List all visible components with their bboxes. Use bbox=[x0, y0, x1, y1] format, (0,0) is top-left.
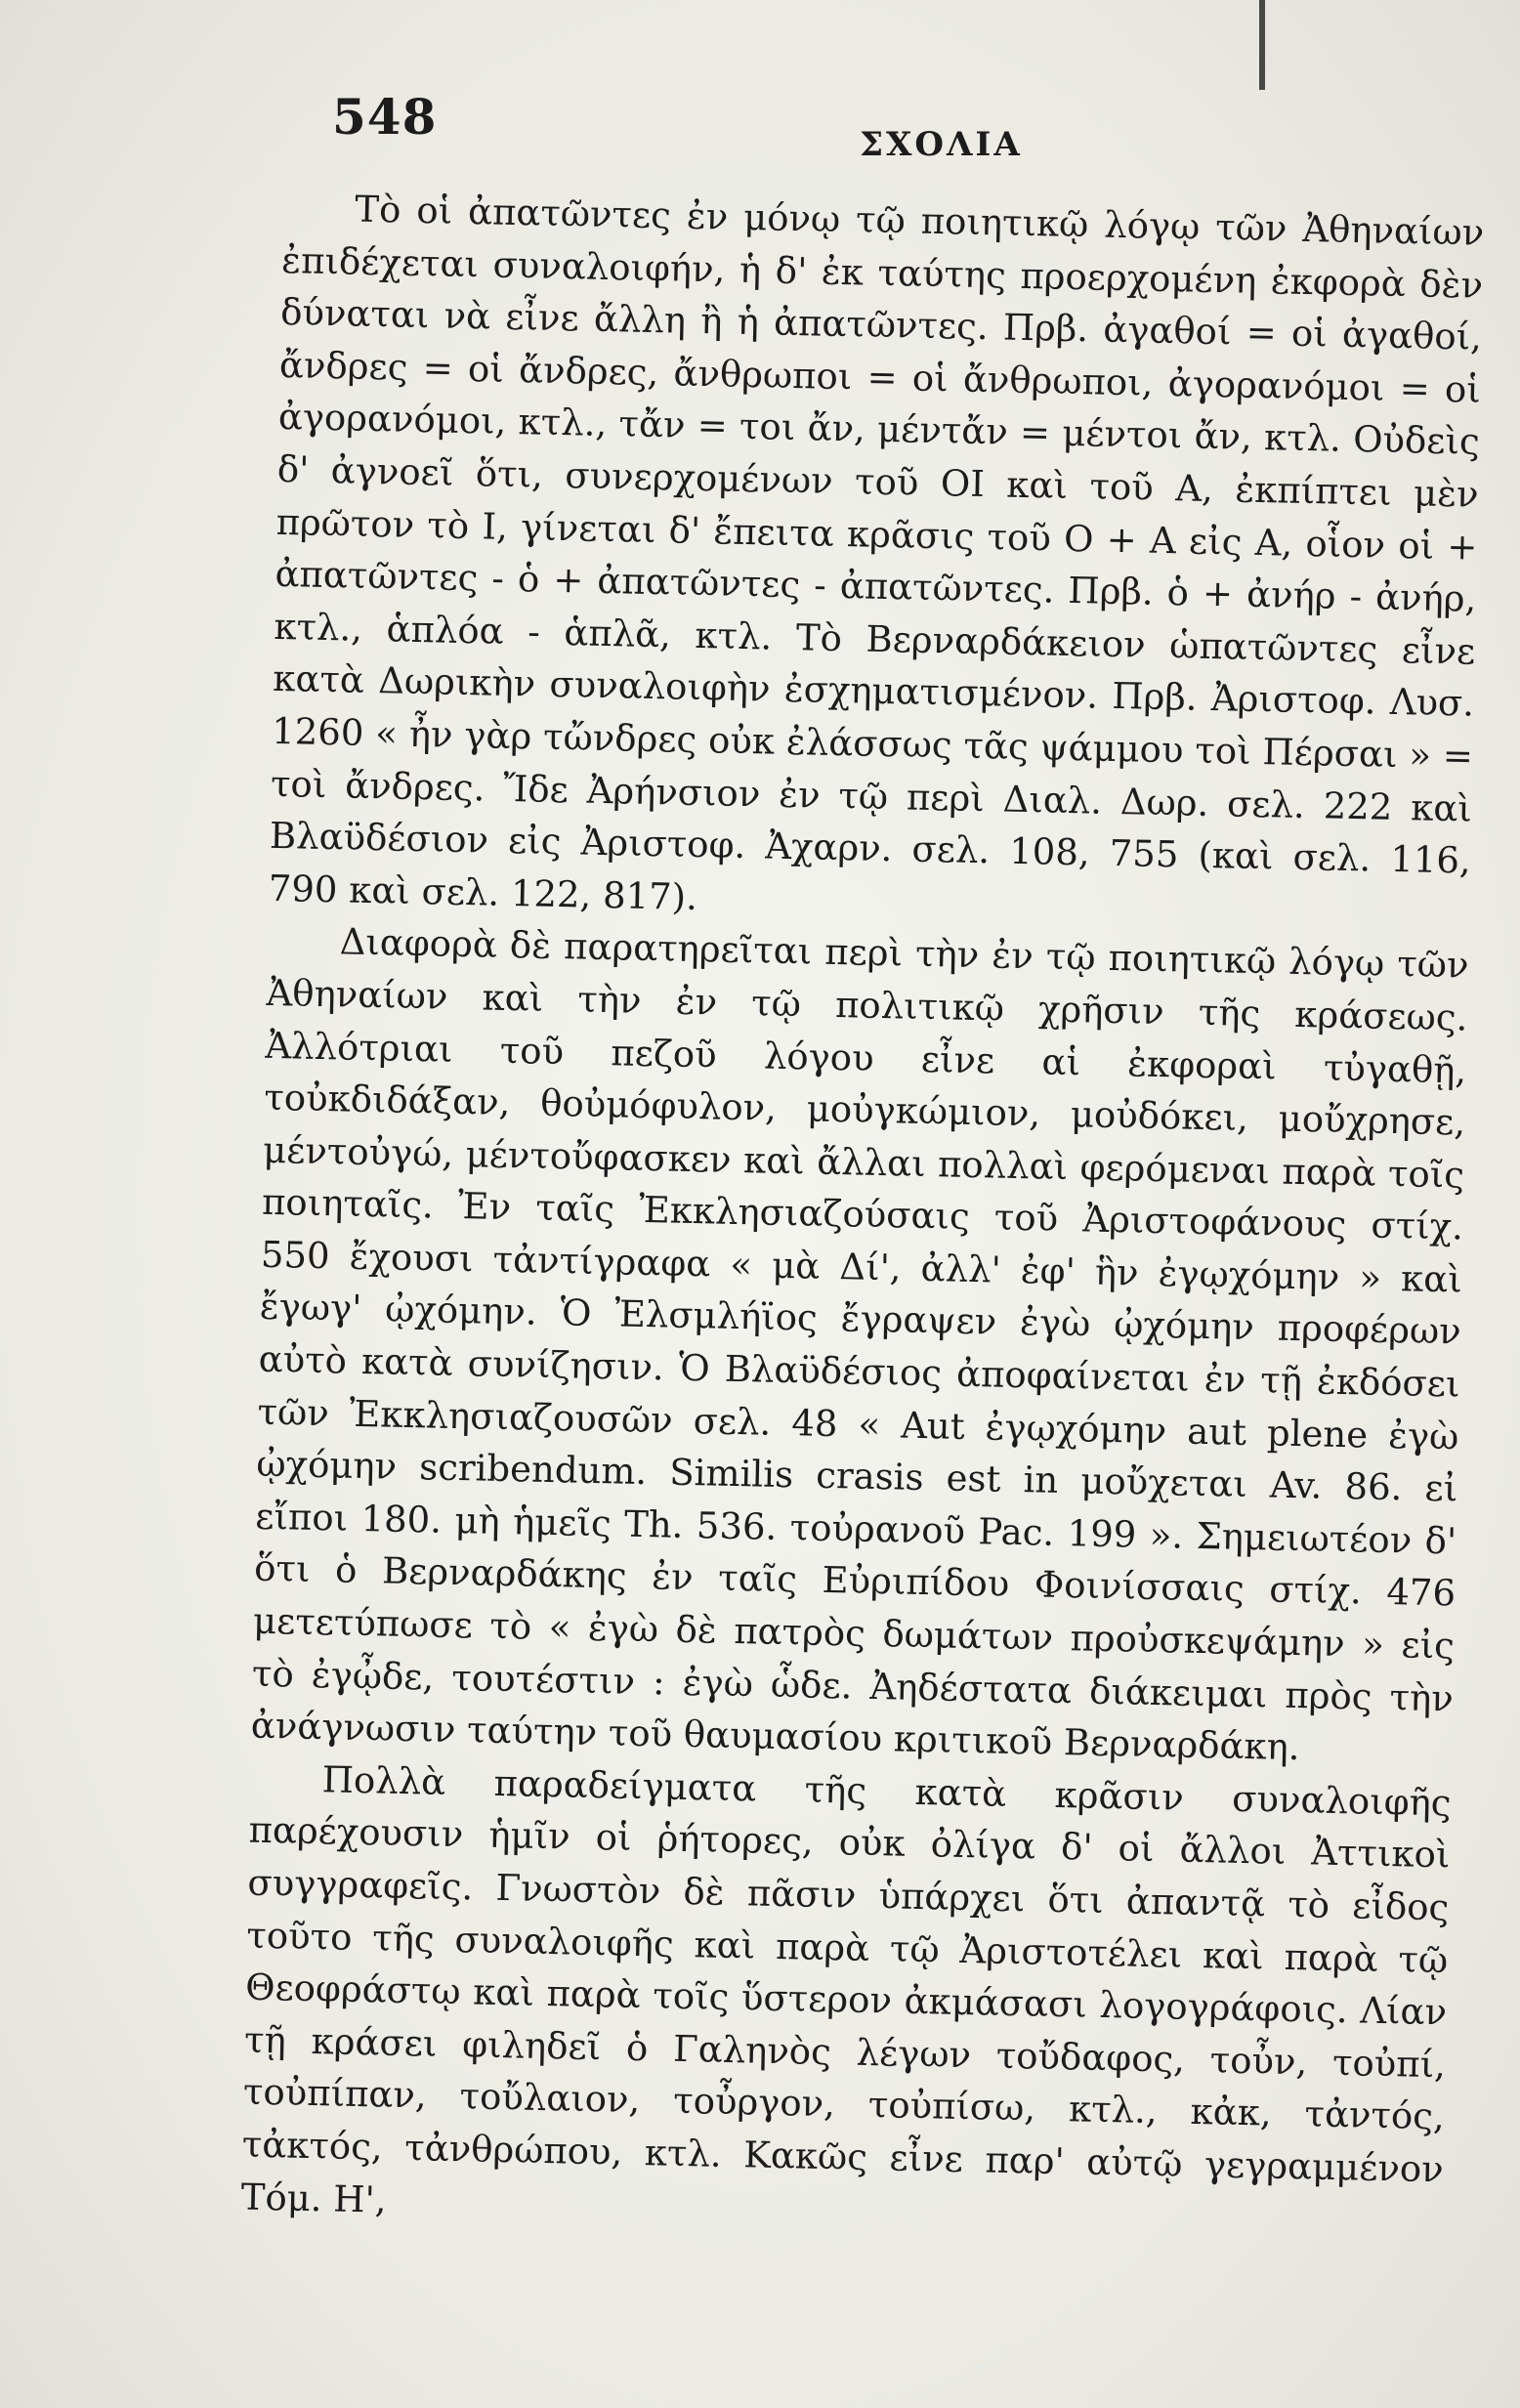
body-text bbox=[240, 182, 1485, 2248]
paragraph-3: Πολλὰ παραδείγματα τῆς κατὰ κρᾶσιν συναλοιφῆς παρέχουσιν ἡμῖν οἱ ῥήτορες, οὐκ ὀλίγα δ' οἱ ἄλλοι Ἀττικοὶ συγγραφεῖς. Γνωστὸν δὲ πᾶσιν ὑπάρχει ὅτι ἀπαντᾷ τὸ εἶδος τοῦτο τῆς συναλοιφῆς καὶ παρὰ τῷ Ἀριστοτέλει καὶ παρὰ τῷ Θεοφράστῳ καὶ παρὰ τοῖς ὕστερον ἀκμάσασι λογογράφοις. Λίαν τῇ κράσει φιληδεῖ ὁ Γαληνὸς λέγων τοὔδαφος, τοὖν, τοὐπί, τοὐπίπαν, τοὔλαιον, τοὖργον, τοὐπίσω, κτλ., κἀκ, τἀντός, τἀκτός, τἀνθρώπου, κτλ. Κακῶς εἶνε παρ' αὐτῷ γεγραμμένον Τόμ. Η', bbox=[240, 1758, 1452, 2221]
paragraph-2: Διαφορὰ δὲ παρατηρεῖται περὶ τὴν ἐν τῷ ποιητικῷ λόγῳ τῶν Ἀθηναίων καὶ τὴν ἐν τῷ πολιτικῷ χρῆσιν τῆς κράσεως. Ἀλλότριαι τοῦ πεζοῦ λόγου εἶνε αἱ ἐκφοραὶ τὐγαθῇ, τοὐκδιδάξαν, θοὐμόφυλον, μοὐγκώμιον, μοὐδόκει, μοὔχρησε, μέντοὐγώ, μέντοὔφασκεν καὶ ἄλλαι πολλαὶ φερόμεναι παρὰ τοῖς ποιηταῖς. Ἐν ταῖς Ἐκκλησιαζούσαις τοῦ Ἀριστοφάνους στίχ. 550 ἔχουσι τἀντίγραφα « μὰ Δί', ἀλλ' ἐφ' ἣν ἐγῳχόμην » καὶ ἔγωγ' ᾠχόμην. Ὁ Ἐλσμλήϊος ἔγραψεν ἐγὼ ᾠχόμην προφέρων αὐτὸ κατὰ συνίζησιν. Ὁ Βλαϋδέσιος ἀποφαίνεται ἐν τῇ ἐκδόσει τῶν Ἐκκλησιαζουσῶν σελ. 48 « Aut ἐγῳχόμην aut plene ἐγὼ ᾠχόμην scribendum. Similis crasis est in μοὔχεται Av. 86. εἰ εἴποι 180. μὴ ἡμεῖς Th. 536. τοὐρανοῦ Pac. 199 ». Σημειωτέον δ' ὅτι ὁ Βερναρδάκης ἐν ταῖς Εὐριπίδου Φοινίσσαις στίχ. 476 μετετύπωσε τὸ « ἐγὼ δὲ πατρὸς δωμάτων προὐσκεψάμην » εἰς τὸ ἐγᾦδε, τουτέστιν : ἐγὼ ὧδε. Ἀηδέστατα διάκειμαι πρὸς τὴν ἀνάγνωσιν ταύτην τοῦ θαυμασίου κριτικοῦ Βερναρδάκη. bbox=[250, 920, 1469, 1769]
running-head: ΣΧΟΛΙΑ bbox=[860, 125, 1023, 164]
page-header bbox=[0, 88, 1520, 166]
paragraph-1: Τὸ οἱ ἀπατῶντες ἐν μόνῳ τῷ ποιητικῷ λόγῳ τῶν Ἀθηναίων ἐπιδέχεται συναλοιφήν, ἡ δ' ἐκ ταύτης προερχομένη ἐκφορὰ δὲν δύναται νὰ εἶνε ἄλλη ἢ ἡ ἀπατῶντες. Πρβ. ἀγαθοί = οἱ ἀγαθοί, ἄνδρες = οἱ ἄνδρες, ἄνθρωποι = οἱ ἄνθρωποι, ἀγορανόμοι = οἱ ἀγορανόμοι, κτλ., τἄν = τοι ἄν, μέντἄν = μέντοι ἄν, κτλ. Οὐδεὶς δ' ἀγνοεῖ ὅτι, συνερχομένων τοῦ ΟΙ καὶ τοῦ Α, ἐκπίπτει μὲν πρῶτον τὸ Ι, γίνεται δ' ἔπειτα κρᾶσις τοῦ Ο + Α εἰς Α, οἷον οἱ + ἀπατῶντες - ὁ + ἀπατῶντες - ἀπατῶντες. Πρβ. ὁ + ἀνήρ - ἀνήρ, κτλ., ἁπλόα - ἁπλᾶ, κτλ. Τὸ Βερναρδάκειον ὡπατῶντες εἶνε κατὰ Δωρικὴν συναλοιφὴν ἐσχηματισμένον. Πρβ. Ἀριστοφ. Λυσ. 1260 « ἦν γὰρ τὤνδρες οὐκ ἐλάσσως τᾶς ψάμμου τοὶ Πέρσαι » = τοὶ ἄνδρες. Ἴδε Ἀρήνσιον ἐν τῷ περὶ Διαλ. Δωρ. σελ. 222 καὶ Βλαϋδέσιον εἰς Ἀριστοφ. Ἀχαρν. σελ. 108, 755 (καὶ σελ. 116, 790 καὶ σελ. 122, 817). bbox=[268, 188, 1485, 918]
page-number: 548 bbox=[332, 88, 438, 146]
scan-margin-mark bbox=[1259, 0, 1265, 90]
